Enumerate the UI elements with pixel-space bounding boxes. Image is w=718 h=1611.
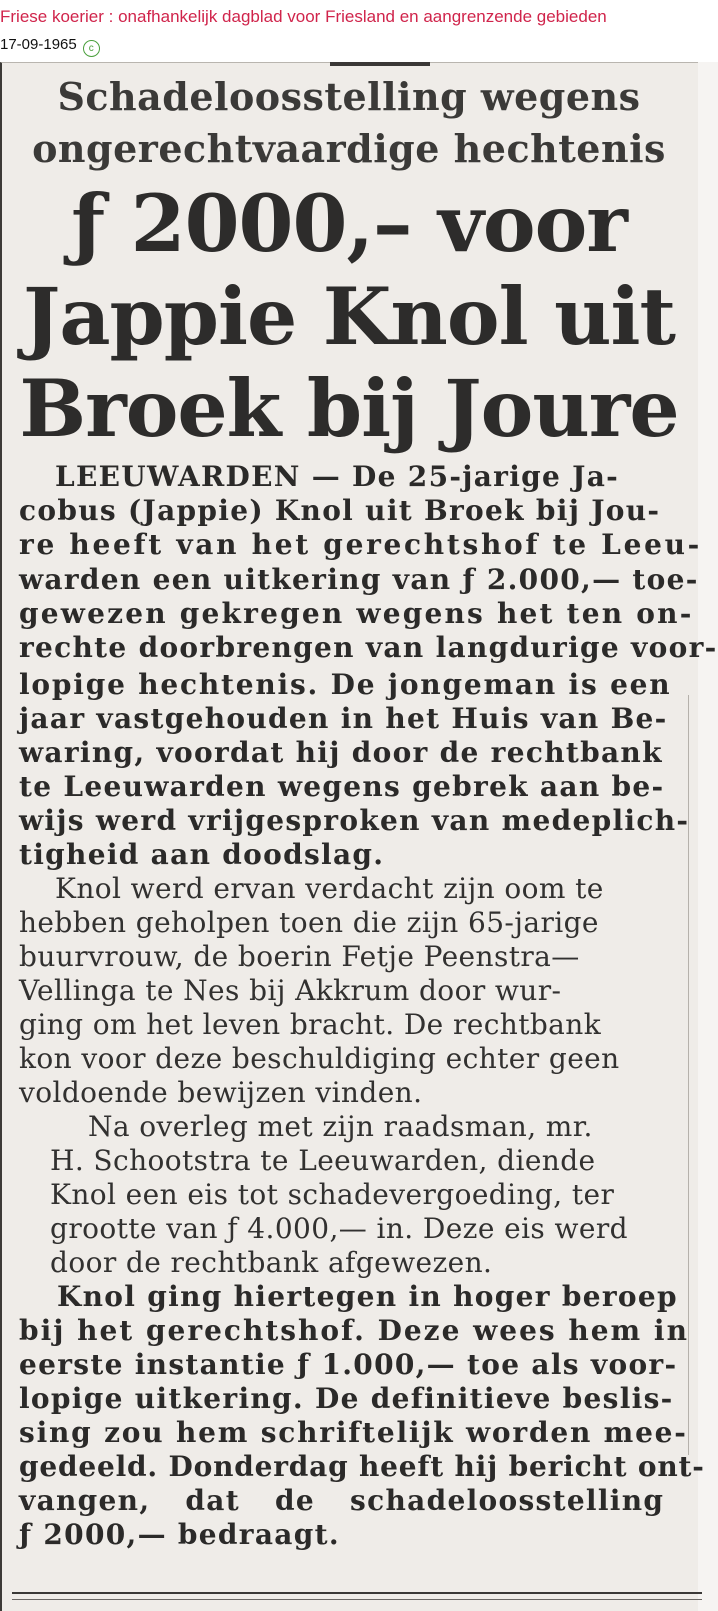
body-line: gedeeld. Donderdag heeft hij bericht ont- xyxy=(19,1450,705,1483)
body-line: door de rechtbank afgewezen. xyxy=(50,1246,493,1279)
body-line: kon voor deze beschuldiging echter geen xyxy=(19,1042,620,1075)
body-line: H. Schootstra te Leeuwarden, diende xyxy=(50,1144,596,1177)
body-line: lopige uitkering. De definitieve beslis- xyxy=(19,1382,674,1415)
body-line: lopige hechtenis. De jongeman is een xyxy=(19,668,672,701)
body-line: ƒ 2000,— bedraagt. xyxy=(19,1518,340,1551)
subheadline-line: Schadeloosstelling wegens xyxy=(57,74,641,119)
body-line: LEEUWARDEN — De 25-jarige Ja- xyxy=(55,460,620,493)
headline-line: Jappie Knol uit xyxy=(22,270,676,363)
newspaper-title[interactable]: Friese koerier : onafhankelijk dagblad voor Friesland en aangrenzende gebieden xyxy=(0,7,607,26)
body-line: tigheid aan doodslag. xyxy=(19,838,385,871)
body-line: vangen, dat de schadeloosstelling xyxy=(19,1484,665,1517)
body-line: warden een uitkering van ƒ 2.000,— toe- xyxy=(19,563,699,596)
body-line: gewezen gekregen wegens het ten on- xyxy=(19,597,694,630)
body-line: rechte doorbrengen van langdurige voor- xyxy=(19,631,718,664)
body-line: eerste instantie ƒ 1.000,— toe als voor- xyxy=(19,1348,678,1381)
body-line: bij het gerechtshof. Deze wees hem in xyxy=(19,1314,689,1347)
body-line: ging om het leven bracht. De rechtbank xyxy=(19,1008,602,1041)
body-line: jaar vastgehouden in het Huis van Be- xyxy=(19,702,668,735)
bottom-rule xyxy=(12,1592,702,1594)
body-line: Knol een eis tot schadevergoeding, ter xyxy=(50,1178,615,1211)
body-line: buurvrouw, de boerin Fetje Peenstra— xyxy=(19,940,580,973)
body-line: cobus (Jappie) Knol uit Broek bij Jou- xyxy=(19,494,661,527)
cc-icon[interactable]: c xyxy=(83,40,100,57)
publication-date-row xyxy=(0,35,100,57)
source-header xyxy=(0,0,718,62)
body-line: grootte van ƒ 4.000,— in. Deze eis werd xyxy=(50,1212,628,1245)
bottom-rule-thin xyxy=(12,1599,702,1600)
headline-line: Broek bij Joure xyxy=(19,362,679,455)
body-line: Knol ging hiertegen in hoger beroep xyxy=(57,1280,678,1313)
body-line: waring, voordat hij door de rechtbank xyxy=(19,736,663,769)
publication-date: 17-09-1965 xyxy=(0,36,77,53)
body-line: Knol werd ervan verdacht zijn oom te xyxy=(55,872,604,905)
body-line: sing zou hem schriftelijk worden mee- xyxy=(19,1416,688,1449)
body-line: Vellinga te Nes bij Akkrum door wur- xyxy=(19,974,562,1007)
body-line: re heeft van het gerechtshof te Leeu- xyxy=(19,528,702,561)
subheadline-line: ongerechtvaardige hechtenis xyxy=(32,126,666,171)
body-line: wijs werd vrijgesproken van medeplich- xyxy=(19,804,690,837)
body-line: hebben geholpen toen die zijn 65-jarige xyxy=(19,906,599,939)
clipping-margin xyxy=(698,62,718,1611)
body-line: te Leeuwarden wegens gebrek aan be- xyxy=(19,770,665,803)
body-line: voldoende bewijzen vinden. xyxy=(19,1076,423,1109)
top-rule xyxy=(330,62,430,66)
headline-line: ƒ 2000,– voor xyxy=(71,177,627,270)
body-line: Na overleg met zijn raadsman, mr. xyxy=(88,1110,593,1143)
